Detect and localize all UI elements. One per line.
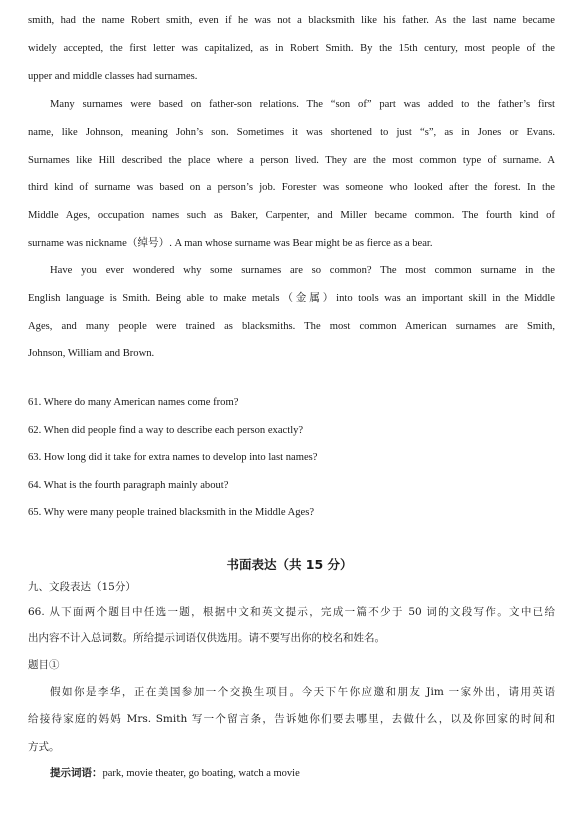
topic-line: 假如你是李华，正在美国参加一个交换生项目。今天下午你应邀和朋友 Jim 一家外出，请用英语: [50, 686, 555, 698]
hint-words: park, movie theater, go boating, watch a movie: [102, 768, 300, 779]
topic-line: 给接待家庭的妈妈 Mrs. Smith 写一个留言条，告诉她你们要去哪里，去做什么，以及你回家的时间和: [28, 713, 555, 725]
topic-line: 方式。: [28, 741, 60, 753]
passage-line: Ages, and many people were trained as blacksmiths. The most common American surnames are Smith,: [28, 321, 555, 332]
topic-label: 题目①: [28, 659, 60, 671]
question-64: 64. What is the fourth paragraph mainly about?: [28, 480, 229, 491]
hint-label: 提示词语：: [50, 767, 103, 779]
instruction-line: 出内容不计入总词数。所给提示词语仅供选用。请不要写出你的校名和姓名。: [28, 632, 385, 644]
passage-line: Johnson, William and Brown.: [28, 348, 155, 359]
question-61: 61. Where do many American names come from?: [28, 397, 239, 408]
passage-line: Middle Ages, occupation names such as Baker, Carpenter, and Miller became common. The fourth kind of: [28, 210, 555, 221]
question-63: 63. How long did it take for extra names to develop into last names?: [28, 452, 318, 463]
question-62: 62. When did people find a way to describe each person exactly?: [28, 425, 304, 436]
passage-line: English language is Smith. Being able to make metals（金属）into tools was an important skill in the Middle: [28, 293, 555, 304]
hint-row: [50, 766, 300, 781]
passage-line: name, like Johnson, meaning John’s son. Sometimes it was shortened to just “s”, as in Jones or Evans.: [28, 127, 555, 138]
passage-line: surname was nickname（绰号）. A man whose surname was Bear might be as fierce as a bear.: [28, 238, 433, 249]
section-title: 书面表达（共 15 分）: [226, 557, 353, 572]
instruction-line: 66. 从下面两个题目中任选一题，根据中文和英文提示，完成一篇不少于 50 词的文段写作。文中已给: [28, 606, 555, 618]
passage-line: upper and middle classes had surnames.: [28, 71, 198, 82]
sub-section-title: 九、文段表达（15分）: [28, 581, 136, 593]
passage-line: smith, had the name Robert smith, even if he was not a blacksmith like his father. As the last name became: [28, 15, 555, 26]
passage-line: Have you ever wondered why some surnames are so common? The most common surname in the: [50, 265, 555, 276]
question-65: 65. Why were many people trained blacksmith in the Middle Ages?: [28, 507, 315, 518]
passage-line: third kind of surname was based on a person’s job. Forester was someone who looked after the forest. In the: [28, 182, 555, 193]
passage-line: Many surnames were based on father-son relations. The “son of” part was added to the father’s first: [50, 99, 555, 110]
passage-line: widely accepted, the first letter was capitalized, as in Robert Smith. By the 15th century, most people of the: [28, 43, 555, 54]
passage-line: Surnames like Hill described the place where a person lived. They are the most common type of surname. A: [28, 155, 555, 166]
